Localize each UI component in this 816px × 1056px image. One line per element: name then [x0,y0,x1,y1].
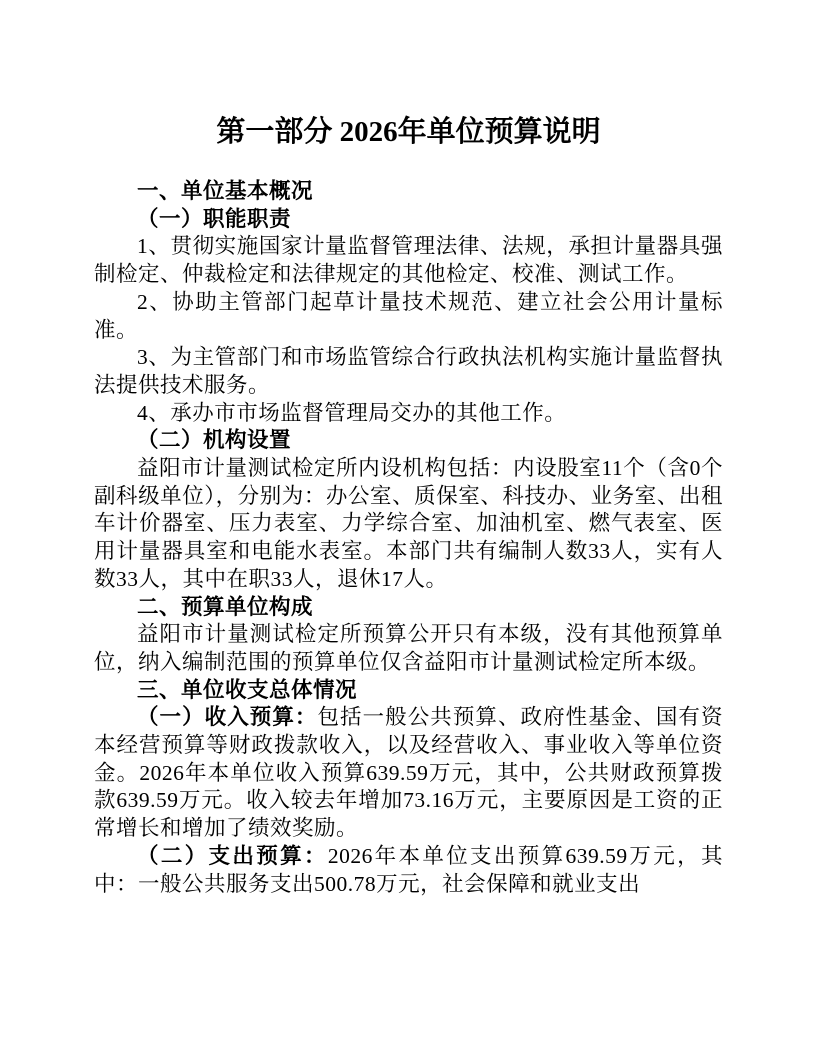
paragraph-text: 一、单位基本概况 [137,179,314,203]
page-title: 第一部分 2026年单位预算说明 [216,116,601,148]
paragraph-text: 4、承办市市场监督管理局交办的其他工作。 [137,400,567,425]
paragraph-text: 益阳市计量测试检定所预算公开只有本级，没有其他预算单位，纳入编制范围的预算单位仅含益阳市计量测试检定所本级。 [94,622,723,674]
paragraph-text: （一）职能职责 [137,206,292,231]
paragraph [94,704,723,843]
paragraph [94,427,723,455]
paragraph [94,594,723,622]
paragraph [94,400,723,428]
paragraph-text: 二、预算单位构成 [137,594,314,619]
paragraph [94,344,723,399]
paragraph-lead: （一）收入预算： [137,705,318,730]
paragraph [94,233,723,288]
paragraph [94,206,723,234]
paragraph [94,178,723,206]
paragraph-text: 2、协助主管部门起草计量技术规范、建立社会公用计量标准。 [94,289,723,342]
paragraph [94,289,723,344]
paragraph-text: 包括一般公共预算、政府性基金、国有资本经营预算等财政拨款收入，以及经营收入、事业收入等单位资金。2026年本单位收入预算639.59万元，其中，公共财政预算拨款639.59万元。收入较去年增加73.16万元，主要原因是工资的正常增长和增加了绩效奖励。 [94,705,723,841]
paragraph [94,677,723,705]
paragraph-lead: （二）支出预算： [137,843,328,868]
paragraph-text: （二）机构设置 [137,428,292,453]
paragraph [94,455,723,594]
paragraph-text: 2026年本单位支出预算639.59万元，其中：一般公共服务支出500.78万元，社会保障和就业支出 [94,843,723,896]
paragraph-text: 3、为主管部门和市场监管综合行政执法机构实施计量监督执法提供技术服务。 [94,345,723,397]
paragraph-text: 三、单位收支总体情况 [137,677,358,702]
paragraph [94,843,723,898]
document-body [94,178,723,898]
paragraph-text: 益阳市计量测试检定所内设机构包括：内设股室11个（含0个副科级单位），分别为：办公室、质保室、科技办、业务室、出租车计价器室、压力表室、力学综合室、加油机室、燃气表室、医用计量器具室和电能水表室。本部门共有编制人数33人，实有人数33人，其中在职33人，退休17人。 [94,456,723,591]
paragraph [94,621,723,676]
paragraph-text: 1、贯彻实施国家计量监督管理法律、法规，承担计量器具强制检定、仲裁检定和法律规定的其他检定、校准、测试工作。 [94,234,723,287]
